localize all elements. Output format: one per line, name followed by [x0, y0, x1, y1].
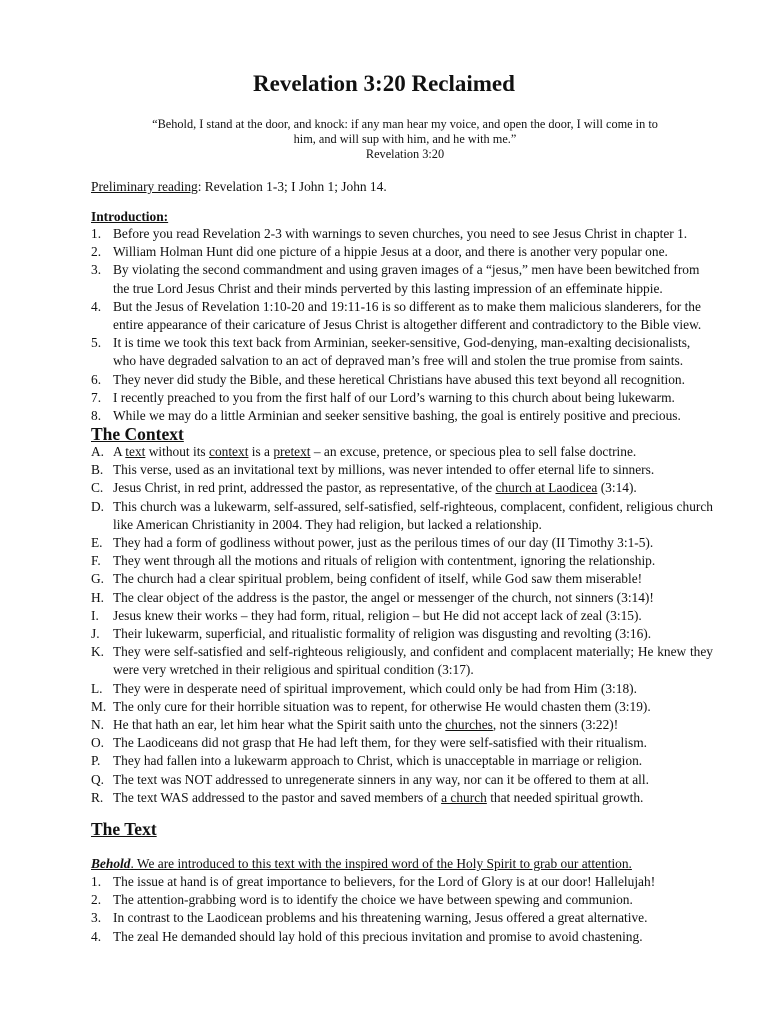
list-item [91, 589, 713, 607]
item-text: The text was NOT addressed to unregenerate sinners in any way, nor can it be offered to them at all. [113, 771, 649, 787]
preliminary-reading-text: : Revelation 1-3; I John 1; John 14. [197, 179, 387, 194]
item-text: The text WAS addressed to the pastor and saved members of [113, 789, 442, 805]
list-item [91, 225, 713, 243]
item-text: The Laodiceans did not grasp that He had left them, for they were self-satisfied with their ritualism. [113, 735, 647, 751]
item-marker: C. [91, 480, 104, 496]
item-text: William Holman Hunt did one picture of a hippie Jesus at a door, and there is another very popular one. [113, 244, 668, 260]
item-marker: 4. [91, 928, 102, 944]
list-item [91, 371, 713, 389]
item-marker: 5. [91, 335, 102, 351]
list-item [91, 698, 713, 716]
list-item [91, 909, 713, 927]
item-text-underlined: context [209, 444, 249, 459]
item-text: is a [248, 444, 274, 459]
item-marker: L. [91, 680, 103, 696]
list-item [91, 771, 713, 789]
item-text: A [113, 444, 126, 459]
the-text-list [91, 873, 713, 946]
item-text: Their lukewarm, superficial, and ritualistic formality of religion was disgusting and revolting (3:16). [113, 626, 652, 642]
item-text: He that hath an ear, let him hear what the Spirit saith unto the [113, 717, 446, 733]
list-item [91, 891, 713, 909]
item-text: In contrast to the Laodicean problems and his threatening warning, Jesus offered a great alternative. [113, 910, 648, 926]
context-list [91, 443, 713, 807]
list-item [91, 298, 713, 334]
item-marker: F. [91, 553, 101, 569]
item-text-underlined: a church [441, 789, 487, 805]
list-item [91, 716, 713, 734]
epigraph-reference: Revelation 3:20 [365, 147, 445, 161]
context-heading: The Context [91, 424, 184, 444]
item-text: They never did study the Bible, and these heretical Christians have abused this text beyond all recognition. [113, 371, 685, 387]
item-text: The clear object of the address is the pastor, the angel or messenger of the church, not sinners (3:14)! [113, 589, 654, 605]
item-text: The zeal He demanded should lay hold of this precious invitation and promise to avoid chastening. [113, 928, 643, 944]
list-item [91, 552, 713, 570]
item-marker: G. [91, 571, 105, 587]
list-item [91, 625, 713, 643]
introduction-heading: Introduction: [91, 209, 169, 224]
item-marker: I. [91, 607, 99, 623]
item-text: But the Jesus of Revelation 1:10-20 and 19:11-16 is so different as to make them malicious slanderers, for the entire appearance of their caricature of Jesus Christ is altogether different and contradictory to the Bible view. [113, 298, 702, 333]
item-text: – an excuse, pretence, or specious plea to sell false doctrine. [310, 444, 637, 459]
item-marker: 6. [91, 371, 102, 387]
list-item [91, 534, 713, 552]
item-text: without its [145, 444, 209, 459]
the-text-heading: The Text [91, 819, 157, 839]
epigraph-line-2: him, and will sup with him, and he with me.” [293, 132, 517, 146]
item-text-underlined: church at Laodicea [495, 480, 598, 496]
list-item [91, 334, 713, 370]
item-text-underlined: text [125, 444, 146, 459]
item-text: that needed spiritual growth. [486, 789, 644, 805]
item-marker: N. [91, 717, 105, 733]
epigraph [120, 117, 690, 162]
introduction-list [91, 225, 713, 425]
item-marker: 2. [91, 892, 102, 908]
item-text: (3:14). [597, 480, 637, 496]
item-marker: K. [91, 644, 105, 660]
epigraph-line-1: “Behold, I stand at the door, and knock: if any man hear my voice, and open the door, I will come in to [152, 117, 658, 131]
list-item [91, 389, 713, 407]
list-item [91, 407, 713, 425]
list-item [91, 643, 713, 679]
item-text: It is time we took this text back from Arminian, seeker-sensitive, God-denying, man-exalting decisionalists, who have degraded salvation to an act of depraved man’s free will and stolen the true promise from saints. [113, 335, 691, 369]
list-item [91, 752, 713, 770]
item-marker: O. [91, 735, 105, 751]
item-text: By violating the second commandment and using graven images of a “jesus,” men have been bewitched from the true Lord Jesus Christ and their minds perverted by this lasting impression of an effeminate hippie. [113, 262, 700, 296]
item-text: The only cure for their horrible situation was to repent, for otherwise He would chasten them (3:19). [113, 698, 651, 714]
item-text: Jesus Christ, in red print, addressed the pastor, as representative, of the [113, 480, 496, 496]
list-item [91, 461, 713, 479]
list-item [91, 928, 713, 946]
list-item [91, 680, 713, 698]
page-title: Revelation 3:20 Reclaimed [253, 71, 515, 96]
item-text: While we may do a little Arminian and seeker sensitive bashing, the goal is entirely positive and precious. [113, 408, 681, 424]
item-text: This verse, used as an invitational text by millions, was never intended to offer eternal life to sinners. [113, 462, 655, 478]
item-marker: 1. [91, 226, 102, 241]
item-text: They went through all the motions and rituals of religion with contentment, ignoring the relationship. [113, 553, 656, 569]
item-marker: 2. [91, 244, 102, 260]
list-item [91, 443, 713, 461]
item-text: Before you read Revelation 2-3 with warnings to seven churches, you need to see Jesus Christ in chapter 1. [113, 226, 688, 241]
item-text: , not the sinners (3:22)! [492, 717, 619, 733]
item-marker: A. [91, 444, 105, 459]
item-marker: Q. [91, 771, 105, 787]
behold-rest: . We are introduced to this text with the inspired word of the Holy Spirit to grab our attention. [130, 856, 632, 871]
list-item [91, 734, 713, 752]
behold-word: Behold [91, 856, 131, 871]
item-text-underlined: pretext [273, 444, 311, 459]
item-marker: 3. [91, 262, 102, 278]
list-item [91, 789, 713, 807]
item-marker: 1. [91, 874, 102, 889]
list-item [91, 243, 713, 261]
item-marker: B. [91, 462, 104, 478]
item-marker: R. [91, 789, 104, 805]
item-marker: J. [91, 626, 100, 642]
item-text: Jesus knew their works – they had form, ritual, religion – but He did not accept lack of zeal (3:15). [113, 607, 642, 623]
item-marker: D. [91, 498, 105, 514]
item-text: They had fallen into a lukewarm approach to Christ, which is unacceptable in marriage or religion. [113, 753, 643, 769]
behold-intro [91, 855, 701, 873]
list-item [91, 570, 713, 588]
item-text: I recently preached to you from the first half of our Lord’s warning to this church about being lukewarm. [113, 389, 675, 405]
item-text: They were in desperate need of spiritual improvement, which could only be had from Him (3:18). [113, 680, 637, 696]
list-item [91, 607, 713, 625]
item-marker: P. [91, 753, 101, 769]
item-text: They had a form of godliness without power, just as the perilous times of our day (II Timothy 3:1-5). [113, 535, 654, 551]
item-marker: 7. [91, 389, 102, 405]
list-item [91, 498, 713, 534]
item-marker: M. [91, 698, 107, 714]
item-marker: E. [91, 535, 103, 551]
item-text: The issue at hand is of great importance to believers, for the Lord of Glory is at our door! Hallelujah! [113, 874, 656, 889]
item-text: The attention-grabbing word is to identify the choice we have between spewing and communion. [113, 892, 633, 908]
item-text-underlined: churches [445, 717, 493, 733]
item-text: The church had a clear spiritual problem, being confident of itself, while God saw them miserable! [113, 571, 643, 587]
list-item [91, 873, 713, 891]
item-marker: 3. [91, 910, 102, 926]
preliminary-reading [91, 178, 701, 196]
item-marker: 8. [91, 408, 102, 424]
item-marker: H. [91, 589, 105, 605]
preliminary-reading-label: Preliminary reading [91, 179, 198, 194]
item-text: This church was a lukewarm, self-assured, self-satisfied, self-righteous, complacent, confident, religious church like American Christianity in 2004. They had religion, but lacked a relationship. [113, 498, 713, 532]
list-item [91, 261, 713, 297]
list-item [91, 479, 713, 497]
item-marker: 4. [91, 298, 102, 314]
item-text: They were self-satisfied and self-righteous religiously, and confident and complacent materially; He knew they were very wretched in their religious and spiritual condition (3:17). [113, 644, 713, 678]
